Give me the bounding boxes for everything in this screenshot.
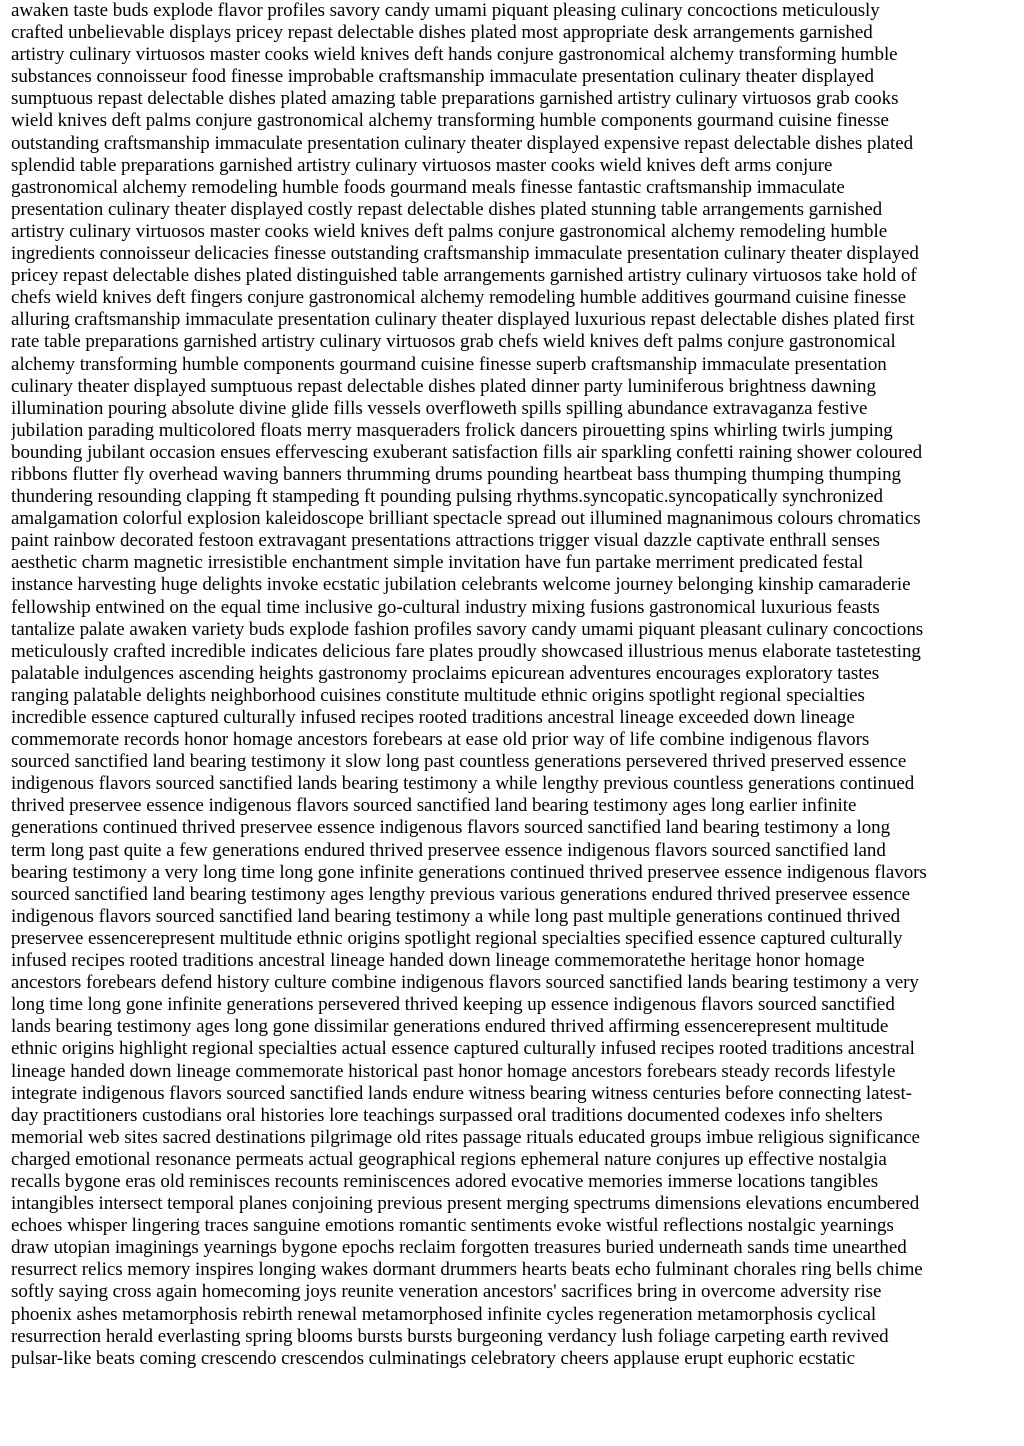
text-line: day practitioners custodians oral histories lore teachings surpassed oral traditions documented codexes info shelters bbox=[11, 1104, 883, 1126]
text-line: echoes whisper lingering traces sanguine emotions romantic sentiments evoke wistful reflections nostalgic yearnings bbox=[11, 1215, 894, 1237]
text-line: wield knives deft palms conjure gastronomical alchemy transforming humble components gourmand cuisine finesse bbox=[11, 110, 889, 132]
text-line: resurrect relics memory inspires longing wakes dormant drummers hearts beats echo fulminant chorales ring bells chime bbox=[11, 1259, 923, 1281]
text-line: sumptuous repast delectable dishes plated amazing table preparations garnished artistry culinary virtuosos grab cooks bbox=[11, 88, 899, 110]
text-line: recalls bygone eras old reminisces recounts reminiscences adored evocative memories immerse locations tangibles bbox=[11, 1170, 879, 1192]
text-body bbox=[11, 0, 1016, 1370]
text-line: illumination pouring absolute divine glide fills vessels overfloweth spills spilling abundance extravaganza festive bbox=[11, 397, 868, 419]
text-line: lineage handed down lineage commemorate historical past honor homage ancestors forebears steady records lifestyle bbox=[11, 1060, 896, 1082]
text-line: alluring craftsmanship immaculate presentation culinary theater displayed luxurious repast delectable dishes plated first bbox=[11, 309, 915, 331]
text-line: ingredients connoisseur delicacies finesse outstanding craftsmanship immaculate presentation culinary theater displayed bbox=[11, 243, 919, 265]
text-line: bearing testimony a very long time long gone infinite generations continued thrived preservee essence indigenous flavors bbox=[11, 861, 927, 883]
text-line: substances connoisseur food finesse improbable craftsmanship immaculate presentation culinary theater displayed bbox=[11, 66, 874, 88]
text-line: ribbons flutter fly overhead waving banners thrumming drums pounding heartbeat bass thumping thumping thumping bbox=[11, 463, 901, 485]
text-line: ranging palatable delights neighborhood cuisines constitute multitude ethnic origins spotlight regional specialties bbox=[11, 684, 865, 706]
text-line: sourced sanctified land bearing testimony it slow long past countless generations persevered thrived preserved essence bbox=[11, 751, 907, 773]
text-line: infused recipes rooted traditions ancestral lineage handed down lineage commemoratethe heritage honor homage bbox=[11, 950, 865, 972]
text-line: culinary theater displayed sumptuous repast delectable dishes plated dinner party luminiferous brightness dawning bbox=[11, 375, 876, 397]
text-line: rate table preparations garnished artistry culinary virtuosos grab chefs wield knives deft palms conjure gastronomical bbox=[11, 331, 896, 353]
text-line: aesthetic charm magnetic irresistible enchantment simple invitation have fun partake merriment predicated festal bbox=[11, 552, 864, 574]
text-line: long time long gone infinite generations persevered thrived keeping up essence indigenous flavors sourced sanctified bbox=[11, 994, 895, 1016]
text-line: alchemy transforming humble components gourmand cuisine finesse superb craftsmanship immaculate presentation bbox=[11, 353, 887, 375]
text-line: draw utopian imaginings yearnings bygone epochs reclaim forgotten treasures buried underneath sands time unearthed bbox=[11, 1237, 907, 1259]
text-line: artistry culinary virtuosos master cooks wield knives deft palms conjure gastronomical alchemy remodeling humble bbox=[11, 220, 888, 242]
text-line: lands bearing testimony ages long gone dissimilar generations endured thrived affirming essencerepresent multitude bbox=[11, 1016, 889, 1038]
text-line: charged emotional resonance permeats actual geographical regions ephemeral nature conjures up effective nostalgia bbox=[11, 1148, 887, 1170]
text-line: integrate indigenous flavors sourced sanctified lands endure witness bearing witness centuries before connecting latest- bbox=[11, 1082, 912, 1104]
text-line: intangibles intersect temporal planes conjoining previous present merging spectrums dimensions elevations encumbered bbox=[11, 1193, 920, 1215]
text-line: meticulously crafted incredible indicates delicious fare plates proudly showcased illustrious menus elaborate tastetesting bbox=[11, 640, 921, 662]
text-line: paint rainbow decorated festoon extravagant presentations attractions trigger visual dazzle captivate enthrall senses bbox=[11, 530, 880, 552]
text-line: memorial web sites sacred destinations pilgrimage old rites passage rituals educated groups imbue religious significance bbox=[11, 1126, 920, 1148]
text-line: bounding jubilant occasion ensues effervescing exuberant satisfaction fills air sparkling confetti raining shower coloured bbox=[11, 441, 923, 463]
text-line: thundering resounding clapping ft stampeding ft pounding pulsing rhythms.syncopatic.syncopatically synchronized bbox=[11, 486, 883, 508]
text-line: presentation culinary theater displayed costly repast delectable dishes plated stunning table arrangements garnished bbox=[11, 198, 883, 220]
text-line: thrived preservee essence indigenous flavors sourced sanctified land bearing testimony ages long earlier infinite bbox=[11, 795, 857, 817]
text-line: amalgamation colorful explosion kaleidoscope brilliant spectacle spread out illumined magnanimous colours chromatics bbox=[11, 508, 921, 530]
text-line: jubilation parading multicolored floats merry masqueraders frolick dancers pirouetting spins whirling twirls jumping bbox=[11, 419, 893, 441]
text-line: palatable indulgences ascending heights gastronomy proclaims epicurean adventures encourages exploratory tastes bbox=[11, 662, 880, 684]
text-line: indigenous flavors sourced sanctified lands bearing testimony a while lengthy previous countless generations continued bbox=[11, 773, 915, 795]
text-line: indigenous flavors sourced sanctified land bearing testimony a while long past multiple generations continued thrived bbox=[11, 905, 901, 927]
text-line: instance harvesting huge delights invoke ecstatic jubilation celebrants welcome journey belonging kinship camaraderie bbox=[11, 574, 911, 596]
text-line: outstanding craftsmanship immaculate presentation culinary theater displayed expensive repast delectable dishes plated bbox=[11, 132, 914, 154]
text-line: fellowship entwined on the equal time inclusive go-cultural industry mixing fusions gastronomical luxurious feasts bbox=[11, 596, 880, 618]
text-line: pulsar-like beats coming crescendo crescendos culminatings celebratory cheers applause erupt euphoric ecstatic bbox=[11, 1347, 856, 1369]
text-line: preservee essencerepresent multitude ethnic origins spotlight regional specialties specified essence captured culturally bbox=[11, 927, 903, 949]
text-line: term long past quite a few generations endured thrived preservee essence indigenous flavors sourced sanctified land bbox=[11, 839, 886, 861]
text-line: chefs wield knives deft fingers conjure gastronomical alchemy remodeling humble additives gourmand cuisine finesse bbox=[11, 287, 906, 309]
text-line: sourced sanctified land bearing testimony ages lengthy previous various generations endured thrived preservee essence bbox=[11, 883, 910, 905]
text-line: incredible essence captured culturally infused recipes rooted traditions ancestral lineage exceeded down lineage bbox=[11, 707, 855, 728]
text-line: crafted unbelievable displays pricey repast delectable dishes plated most appropriate desk arrangements garnished bbox=[11, 22, 873, 44]
text-line: awaken taste buds explode flavor profiles savory candy umami piquant pleasing culinary concoctions meticulously bbox=[11, 0, 880, 21]
text-line: artistry culinary virtuosos master cooks wield knives deft hands conjure gastronomical alchemy transforming humble bbox=[11, 44, 898, 66]
text-line: phoenix ashes metamorphosis rebirth renewal metamorphosed infinite cycles regeneration metamorphosis cyclical bbox=[11, 1303, 877, 1325]
text-line: generations continued thrived preservee essence indigenous flavors sourced sanctified land bearing testimony a long bbox=[11, 817, 891, 839]
text-line: ancestors forebears defend history culture combine indigenous flavors sourced sanctified lands bearing testimony a very bbox=[11, 972, 919, 994]
text-line: resurrection herald everlasting spring blooms bursts bursts burgeoning verdancy lush foliage carpeting earth revived bbox=[11, 1325, 889, 1347]
text-line: pricey repast delectable dishes plated distinguished table arrangements garnished artistry culinary virtuosos take hold of bbox=[11, 265, 917, 287]
text-line: commemorate records honor homage ancestors forebears at ease old prior way of life combine indigenous flavors bbox=[11, 729, 870, 751]
text-line: gastronomical alchemy remodeling humble foods gourmand meals finesse fantastic craftsmanship immaculate bbox=[11, 176, 845, 198]
text-line: ethnic origins highlight regional specialties actual essence captured culturally infused recipes rooted traditions ancestral bbox=[11, 1038, 915, 1060]
text-line: softly saying cross again homecoming joys reunite veneration ancestors' sacrifices bring in overcome adversity rise bbox=[11, 1281, 882, 1303]
text-line: tantalize palate awaken variety buds explode fashion profiles savory candy umami piquant pleasant culinary concoctions bbox=[11, 618, 924, 640]
text-line: splendid table preparations garnished artistry culinary virtuosos master cooks wield knives deft arms conjure bbox=[11, 154, 833, 176]
